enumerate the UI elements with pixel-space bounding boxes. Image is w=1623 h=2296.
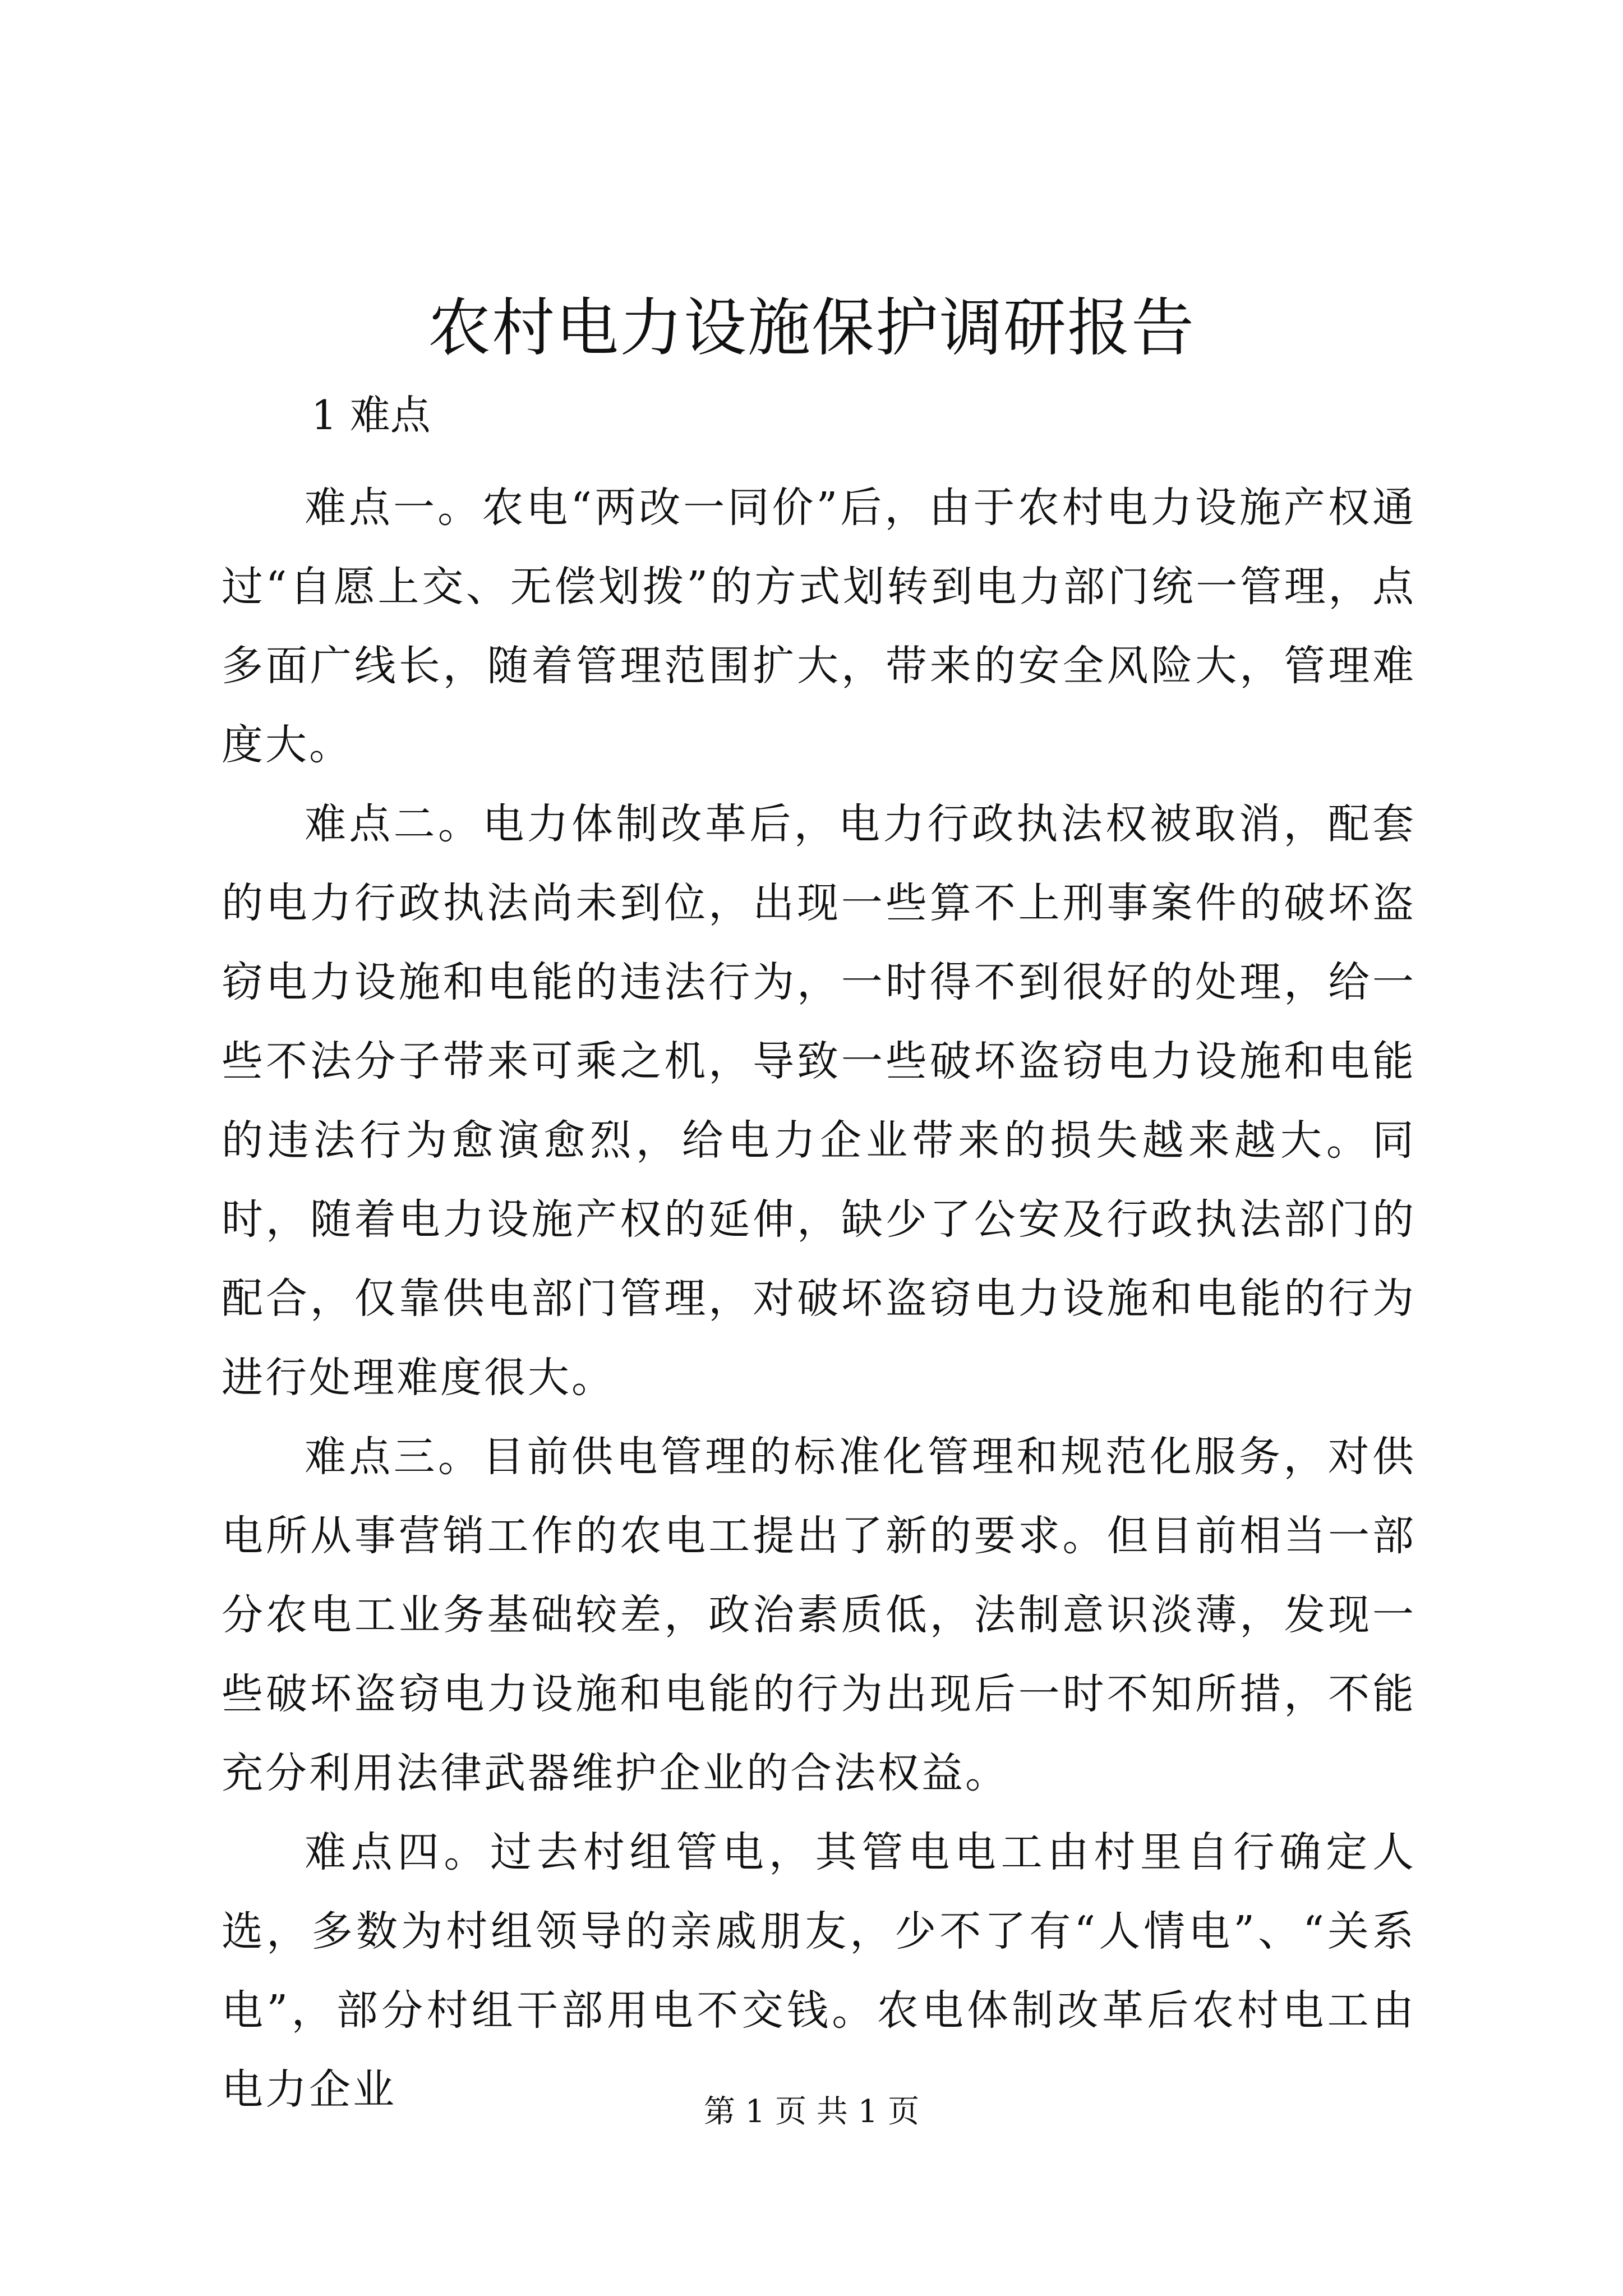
page-footer: 第 1 页 共 1 页 (703, 2093, 920, 2130)
document-title: 农村电力设施保护调研报告 (428, 292, 1195, 365)
paragraph-difficulty-1: 难点一。农电“两改一同价”后，由于农村电力设施产权通过“自愿上交、无偿划拨”的方式划转到电力部门统一管理，点多面广线长，随着管理范围扩大，带来的安全风险大，管理难度大。 (222, 484, 1416, 769)
paragraph-difficulty-2: 难点二。电力体制改革后，电力行政执法权被取消，配套的电力行政执法尚未到位，出现一些算不上刑事案件的破坏盗窃电力设施和电能的违法行为，一时得不到很好的处理，给一些不法分子带来可乘之机，导致一些破坏盗窃电力设施和电能的违法行为愈演愈烈，给电力企业带来的损失越来越大。同时，随着电力设施产权的延伸，缺少了公安及行政执法部门的配合，仅靠供电部门管理，对破坏盗窃电力设施和电能的行为进行处理难度很大。 (222, 800, 1416, 1402)
paragraph-difficulty-4: 难点四。过去村组管电，其管电电工由村里自行确定人选，多数为村组领导的亲戚朋友，少不了有“人情电”、“关系电”，部分村组干部用电不交钱。农电体制改革后农村电工由电力企业 (222, 1828, 1416, 2114)
document-body (222, 468, 1416, 2129)
section-heading: 1 难点 (311, 392, 431, 439)
paragraph-difficulty-3: 难点三。目前供电管理的标准化管理和规范化服务，对供电所从事营销工作的农电工提出了新的要求。但目前相当一部分农电工业务基础较差，政治素质低，法制意识淡薄，发现一些破坏盗窃电力设施和电能的行为出现后一时不知所措，不能充分利用法律武器维护企业的合法权益。 (222, 1433, 1416, 1797)
